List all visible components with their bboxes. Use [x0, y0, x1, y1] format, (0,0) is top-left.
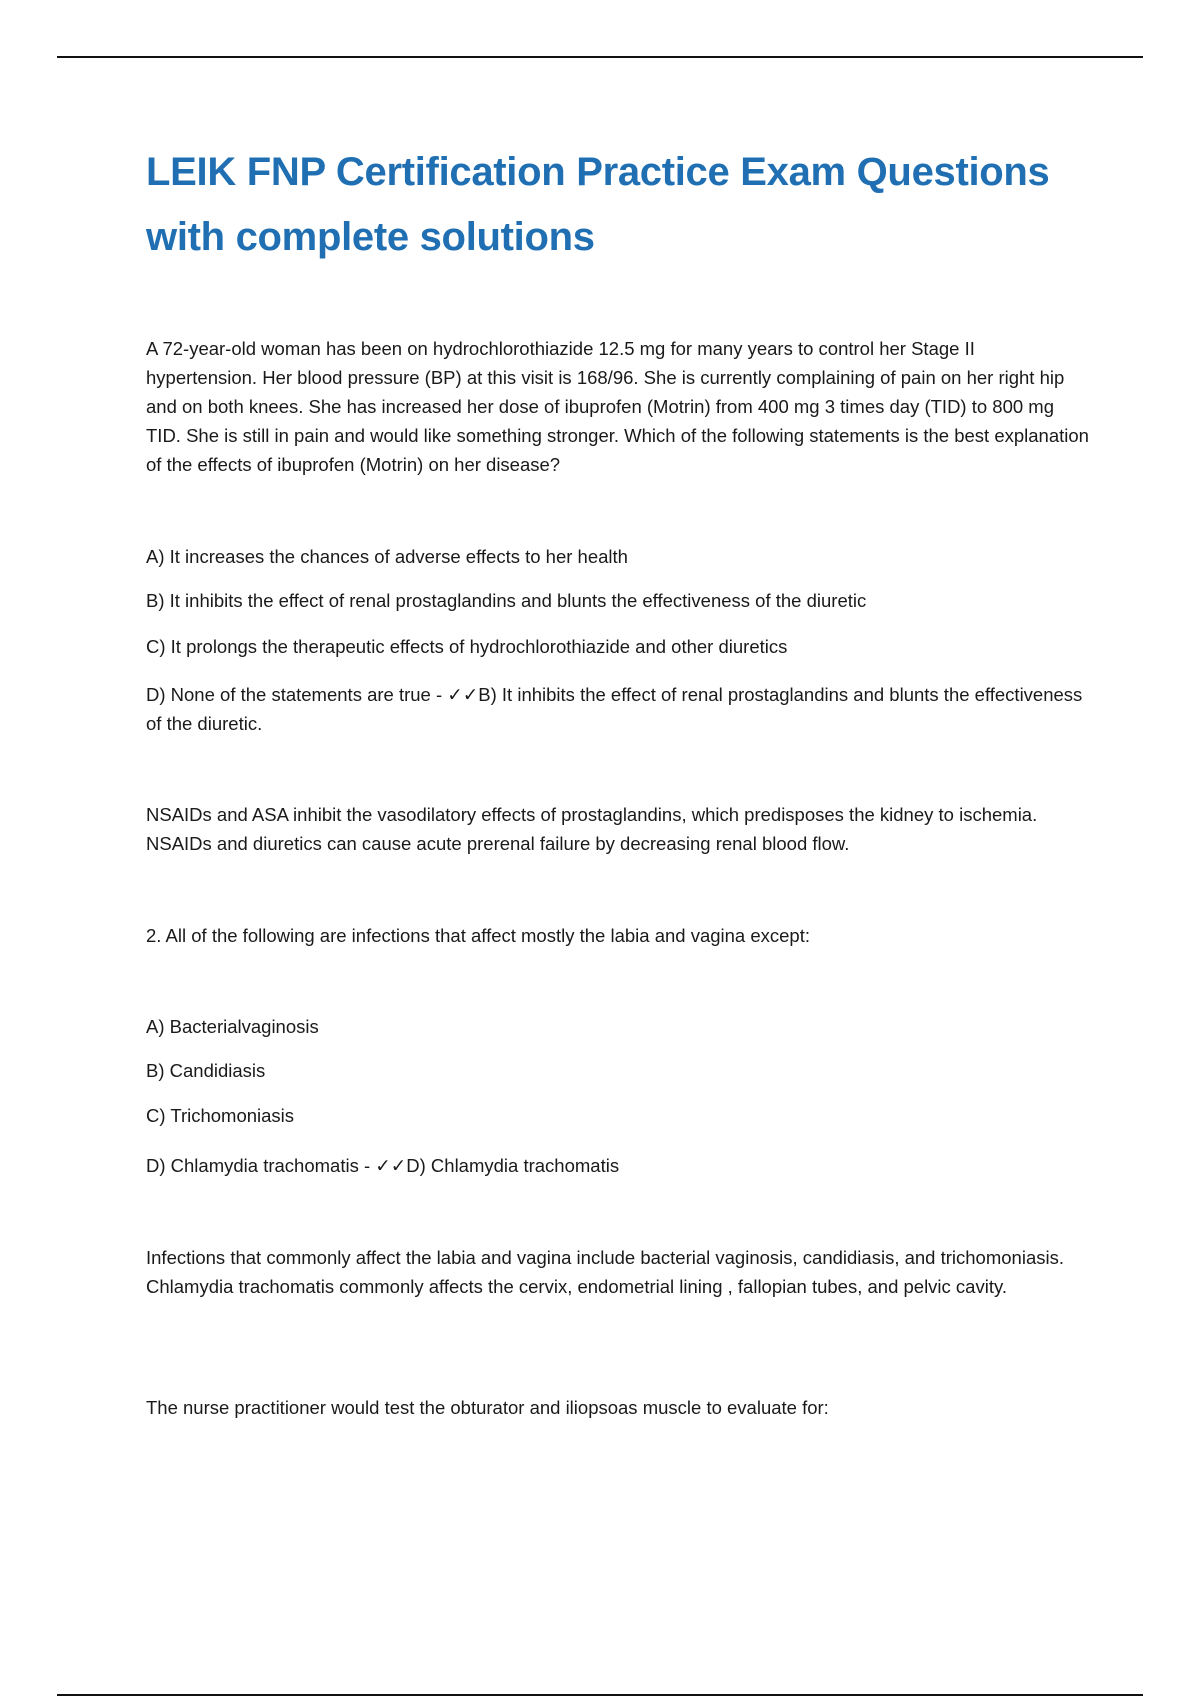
question-2-option-a: A) Bacterialvaginosis: [146, 1016, 319, 1037]
question-2-stem: 2. All of the following are infections that affect mostly the labia and vagina except:: [146, 925, 811, 946]
document-title: LEIK FNP Certification Practice Exam Questions with complete solutions: [146, 150, 1050, 259]
question-1-explanation: NSAIDs and ASA inhibit the vasodilatory effects of prostaglandins, which predisposes the kidney to ischemia. NSAIDs and diuretics can cause acute prerenal failure by decreasing renal blood flow.: [146, 804, 1038, 854]
question-1-option-a: A) It increases the chances of adverse effects to her health: [146, 546, 628, 567]
top-rule: [57, 56, 1143, 58]
question-2-option-c: C) Trichomoniasis: [146, 1105, 295, 1126]
question-2-option-b: B) Candidiasis: [146, 1060, 266, 1081]
question-1-option-c: C) It prolongs the therapeutic effects of hydrochlorothiazide and other diuretics: [146, 636, 788, 657]
question-2-option-d-answer: D) Chlamydia trachomatis - ✓✓D) Chlamydia trachomatis: [146, 1155, 620, 1176]
question-1-option-b: B) It inhibits the effect of renal prostaglandins and blunts the effectiveness of the diuretic: [146, 590, 867, 611]
question-2-explanation: Infections that commonly affect the labia and vagina include bacterial vaginosis, candidiasis, and trichomoniasis. Chlamydia trachomatis commonly affects the cervix, endometrial lining , fallopian tubes, and pelvic cavity.: [146, 1247, 1064, 1297]
question-1-option-d-answer: D) None of the statements are true - ✓✓B) It inhibits the effect of renal prostaglandins and blunts the effectiveness of the diuretic.: [146, 684, 1083, 734]
question-1-stem: A 72-year-old woman has been on hydrochlorothiazide 12.5 mg for many years to control her Stage II hypertension. Her blood pressure (BP) at this visit is 168/96. She is currently complaining of pain on her right hip and on both knees. She has increased her dose of ibuprofen (Motrin) from 400 mg 3 times day (TID) to 800 mg TID. She is still in pain and would like something stronger. Which of the following statements is the best explanation of the effects of ibuprofen (Motrin) on her disease?: [146, 338, 1089, 475]
question-3-stem: The nurse practitioner would test the obturator and iliopsoas muscle to evaluate for:: [146, 1397, 829, 1418]
bottom-rule: [57, 1694, 1143, 1696]
